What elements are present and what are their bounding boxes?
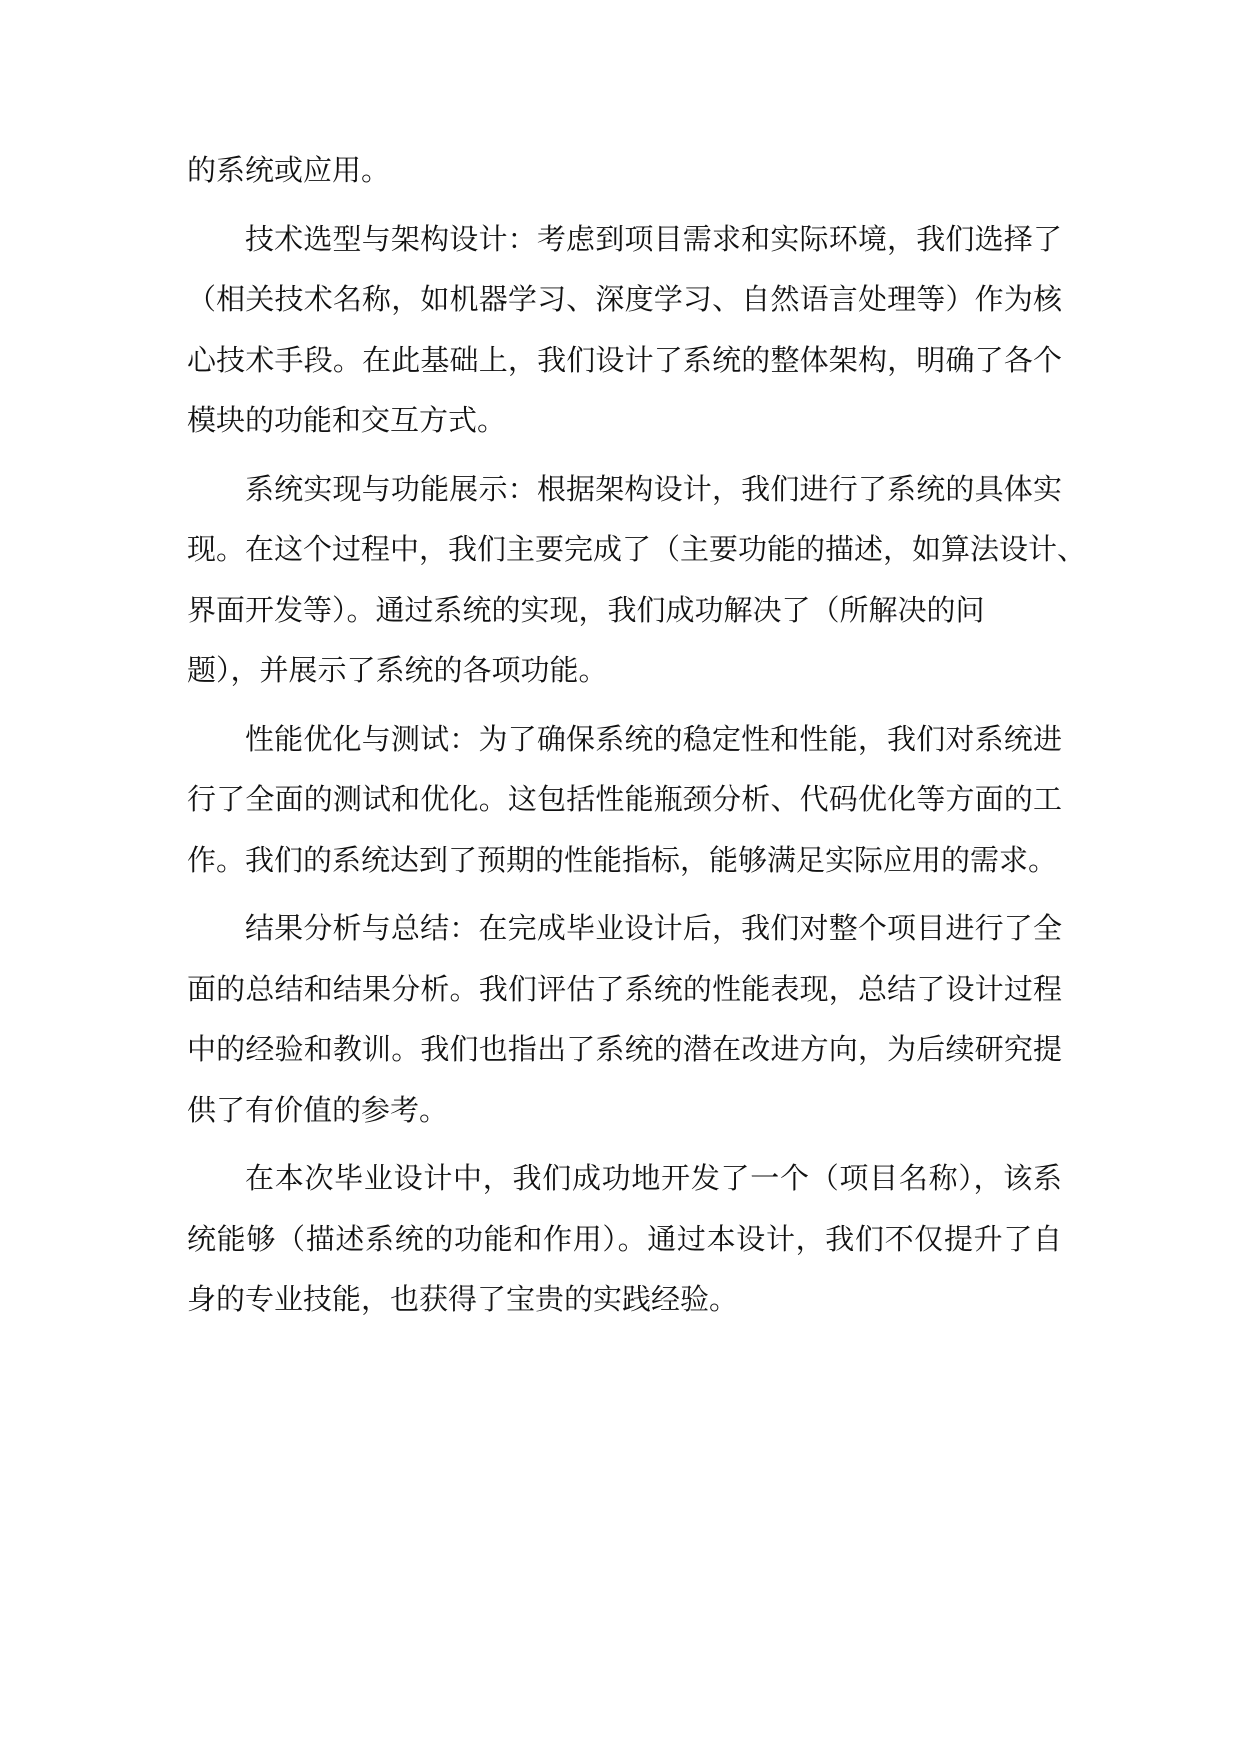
text-line: 身的专业技能，也获得了宝贵的实践经验。 [187,1282,739,1316]
text-line: 中的经验和教训。我们也指出了系统的潜在改进方向，为后续研究提 [187,1032,1062,1066]
text-line: 性能优化与测试：为了确保系统的稳定性和性能，我们对系统进 [245,721,1062,756]
body-text [187,140,1087,1330]
text-line: 作。我们的系统达到了预期的性能指标，能够满足实际应用的需求。 [187,842,1058,877]
text-line: 题），并展示了系统的各项功能。 [187,653,608,687]
paragraph [187,1148,1062,1330]
text-line: 心技术手段。在此基础上，我们设计了系统的整体架构，明确了各个 [187,342,1062,377]
paragraph [187,898,1062,1140]
text-line: 模块的功能和交互方式。 [187,403,507,437]
text-line: 的系统或应用。 [187,153,391,187]
text-line: 行了全面的测试和优化。这包括性能瓶颈分析、代码优化等方面的工 [187,782,1062,816]
text-line: 面的总结和结果分析。我们评估了系统的性能表现，总结了设计过程 [187,971,1062,1006]
text-line: （相关技术名称，如机器学习、深度学习、自然语言处理等）作为核 [187,282,1062,316]
text-line: 现。在这个过程中，我们主要完成了（主要功能的描述，如算法设计、 [187,532,1087,566]
paragraph [187,709,1062,891]
text-line: 结果分析与总结：在完成毕业设计后，我们对整个项目进行了全 [245,911,1062,945]
text-line: 统能够（描述系统的功能和作用）。通过本设计，我们不仅提升了自 [187,1221,1062,1256]
text-line: 界面开发等）。通过系统的实现，我们成功解决了（所解决的问 [187,592,985,627]
text-line: 系统实现与功能展示：根据架构设计，我们进行了系统的具体实 [245,471,1062,506]
paragraph [187,140,1062,201]
paragraph [187,459,1087,701]
text-line: 在本次毕业设计中，我们成功地开发了一个（项目名称），该系 [245,1161,1062,1195]
paragraph [187,209,1062,451]
text-line: 供了有价值的参考。 [187,1092,449,1127]
text-line: 技术选型与架构设计：考虑到项目需求和实际环境，我们选择了 [245,221,1062,256]
